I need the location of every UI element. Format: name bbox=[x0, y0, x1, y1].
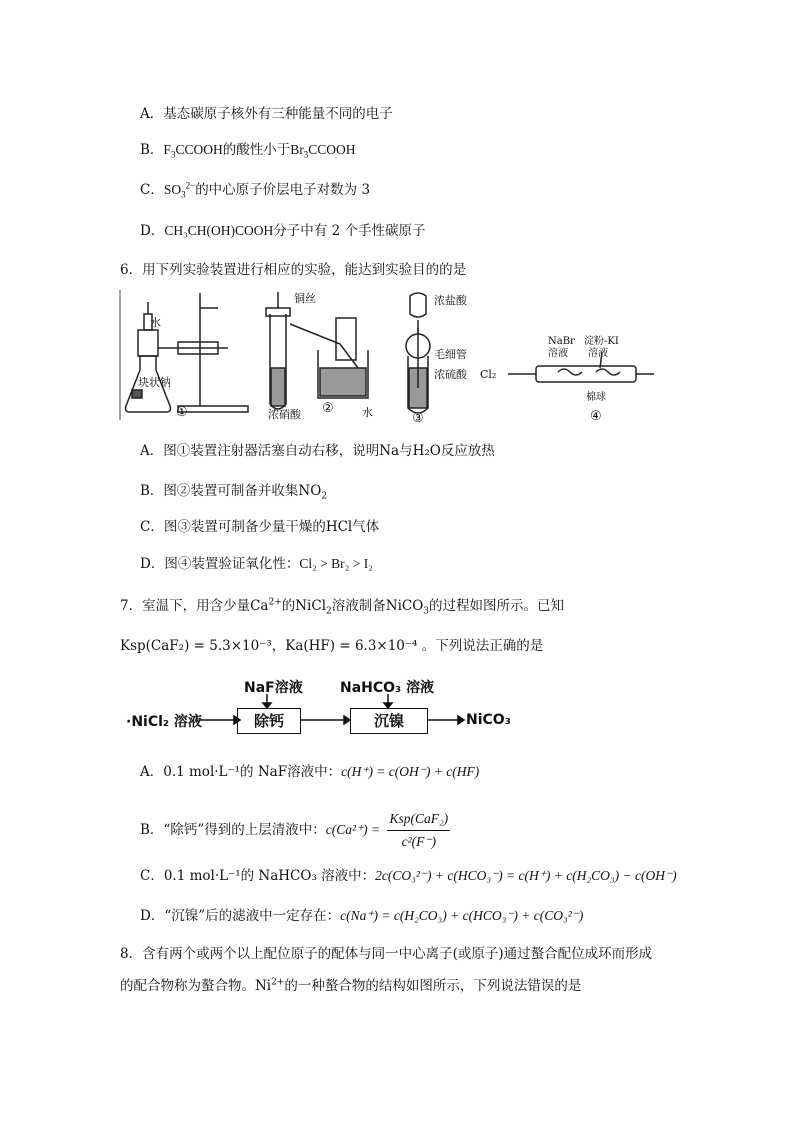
q7-option-c: C．0.1 mol·L⁻¹的 NaHCO₃ 溶液中：2c(CO₃²⁻) + c(HCO₃⁻) = c(H⁺) + c(H₂CO₃) − c(OH⁻) bbox=[140, 868, 677, 884]
q7-option-a: A．0.1 mol·L⁻¹的 NaF溶液中：c(H⁺) = c(OH⁻) + c(HF) bbox=[140, 764, 480, 780]
lactic-acid-formula: CH₃CH(OH)COOH bbox=[164, 223, 274, 238]
ksp-fraction: $\frac{\text{Ksp(CaF₂)}}{\text{c²(F⁻)}}$ bbox=[387, 808, 450, 853]
q5-option-b bbox=[140, 140, 355, 160]
label-conc-nitric: 浓硝酸 bbox=[268, 408, 301, 421]
q5-option-c: C．$SO_3^{2-}$的中心原子价层电子对数为 3 bbox=[140, 180, 371, 200]
oxidizing-order: Cl₂ > Br₂ > I₂ bbox=[299, 556, 373, 571]
q5-option-d: D．CH₃CH(OH)COOH分子中有 2 个手性碳原子 bbox=[140, 223, 426, 239]
calcium-conc: c(Ca²⁺) = bbox=[325, 822, 381, 837]
apparatus-4 bbox=[508, 352, 654, 382]
label-starch-ki: 淀粉-KI bbox=[584, 336, 619, 347]
sulfite-ion: $SO_3^{2-}$ bbox=[163, 180, 196, 200]
q7-stem: 7．室温下，用含少量$Ca^{2+}$的NiCl$_2$溶液制备NiCO$_3$的过程如图所示。已知 bbox=[120, 597, 565, 617]
label-water-1: 水 bbox=[150, 316, 161, 329]
q5-option-a: A．基态碳原子核外有三种能量不同的电子 bbox=[140, 106, 393, 122]
q6-option-d: D．图④装置验证氧化性：Cl₂ > Br₂ > I₂ bbox=[140, 556, 373, 572]
label-solution-2: 溶液 bbox=[588, 348, 608, 359]
label-conc-hcl: 浓盐酸 bbox=[434, 294, 467, 307]
apparatus-3 bbox=[406, 293, 430, 413]
q6-stem: 6．用下列实验装置进行相应的实验，能达到实验目的的是 bbox=[120, 262, 467, 278]
reagent-naf: NaF溶液 bbox=[244, 680, 303, 696]
q7-option-b: B．“除钙”得到的上层清液中：c(Ca²⁺) = $\frac{\text{Ksp(CaF₂)}}{\text{c²(F⁻)}}$ bbox=[140, 808, 453, 853]
label-capillary: 毛细管 bbox=[434, 348, 467, 361]
label-nabr: NaBr bbox=[548, 336, 575, 347]
label-sodium: 块状钠 bbox=[138, 376, 171, 389]
q7-option-d: D．“沉镍”后的滤液中一定存在：c(Na⁺) = c(H₂CO₃) + c(HCO₃⁻) + c(CO₃²⁻) bbox=[140, 908, 584, 924]
proton-balance-eq: 2c(CO₃²⁻) + c(HCO₃⁻) = c(H⁺) + c(H₂CO₃) − c(OH⁻) bbox=[375, 868, 677, 883]
q6-option-c: C．图③装置可制备少量干燥的HCl气体 bbox=[140, 519, 380, 535]
fig-number-1: ① bbox=[176, 405, 188, 420]
reagent-nahco3: NaHCO₃ 溶液 bbox=[340, 680, 435, 696]
box-precipitate-nickel: 沉镍 bbox=[350, 708, 428, 734]
fig-number-4: ④ bbox=[590, 409, 602, 422]
label-cotton-ball: 棉球 bbox=[586, 392, 606, 403]
label-water-2: 水 bbox=[362, 406, 373, 419]
q7-constants: Ksp(CaF₂) = 5.3×10⁻³，Ka(HF) = 6.3×10⁻⁴ 。下列说法正确的是 bbox=[120, 638, 544, 654]
apparatus-2 bbox=[266, 292, 368, 409]
fig-number-2: ② bbox=[322, 401, 334, 416]
q6-apparatus-figure bbox=[118, 288, 658, 422]
formula: $Br_3CCOOH$ bbox=[290, 142, 356, 160]
option-text: 的酸性小于 bbox=[222, 142, 291, 158]
label-solution-1: 溶液 bbox=[548, 348, 568, 359]
start-nicl2: ·NiCl₂ 溶液 bbox=[126, 714, 202, 730]
flow-arrows bbox=[200, 694, 470, 734]
q8-stem-line1: 8．含有两个或两个以上配位原子的配体与同一中心离子(或原子)通过螯合配位成环而形成 bbox=[120, 946, 653, 962]
q8-stem-line2: 的配合物称为螯合物。$Ni^{2+}$的一种螯合物的结构如图所示，下列说法错误的是 bbox=[120, 977, 582, 994]
q6-option-b: B．图②装置可制备并收集$NO_2$ bbox=[140, 483, 328, 502]
apparatus-1 bbox=[126, 293, 249, 412]
q6-option-a: A．图①装置注射器活塞自动右移，说明Na与H₂O反应放热 bbox=[140, 443, 495, 459]
box-decalcify: 除钙 bbox=[237, 708, 301, 734]
product-nico3: NiCO₃ bbox=[466, 712, 511, 728]
fig-number-3: ③ bbox=[412, 411, 424, 422]
label-copper-wire: 铜丝 bbox=[294, 292, 316, 305]
charge-balance-eq: c(H⁺) = c(OH⁻) + c(HF) bbox=[341, 764, 480, 779]
option-letter: B． bbox=[140, 142, 164, 158]
formula: $F_3CCOOH$ bbox=[163, 142, 223, 160]
material-balance-eq: c(Na⁺) = c(H₂CO₃) + c(HCO₃⁻) + c(CO₃²⁻) bbox=[340, 908, 584, 923]
label-chlorine: Cl₂ bbox=[480, 368, 497, 381]
label-conc-sulfuric: 浓硫酸 bbox=[434, 368, 467, 381]
